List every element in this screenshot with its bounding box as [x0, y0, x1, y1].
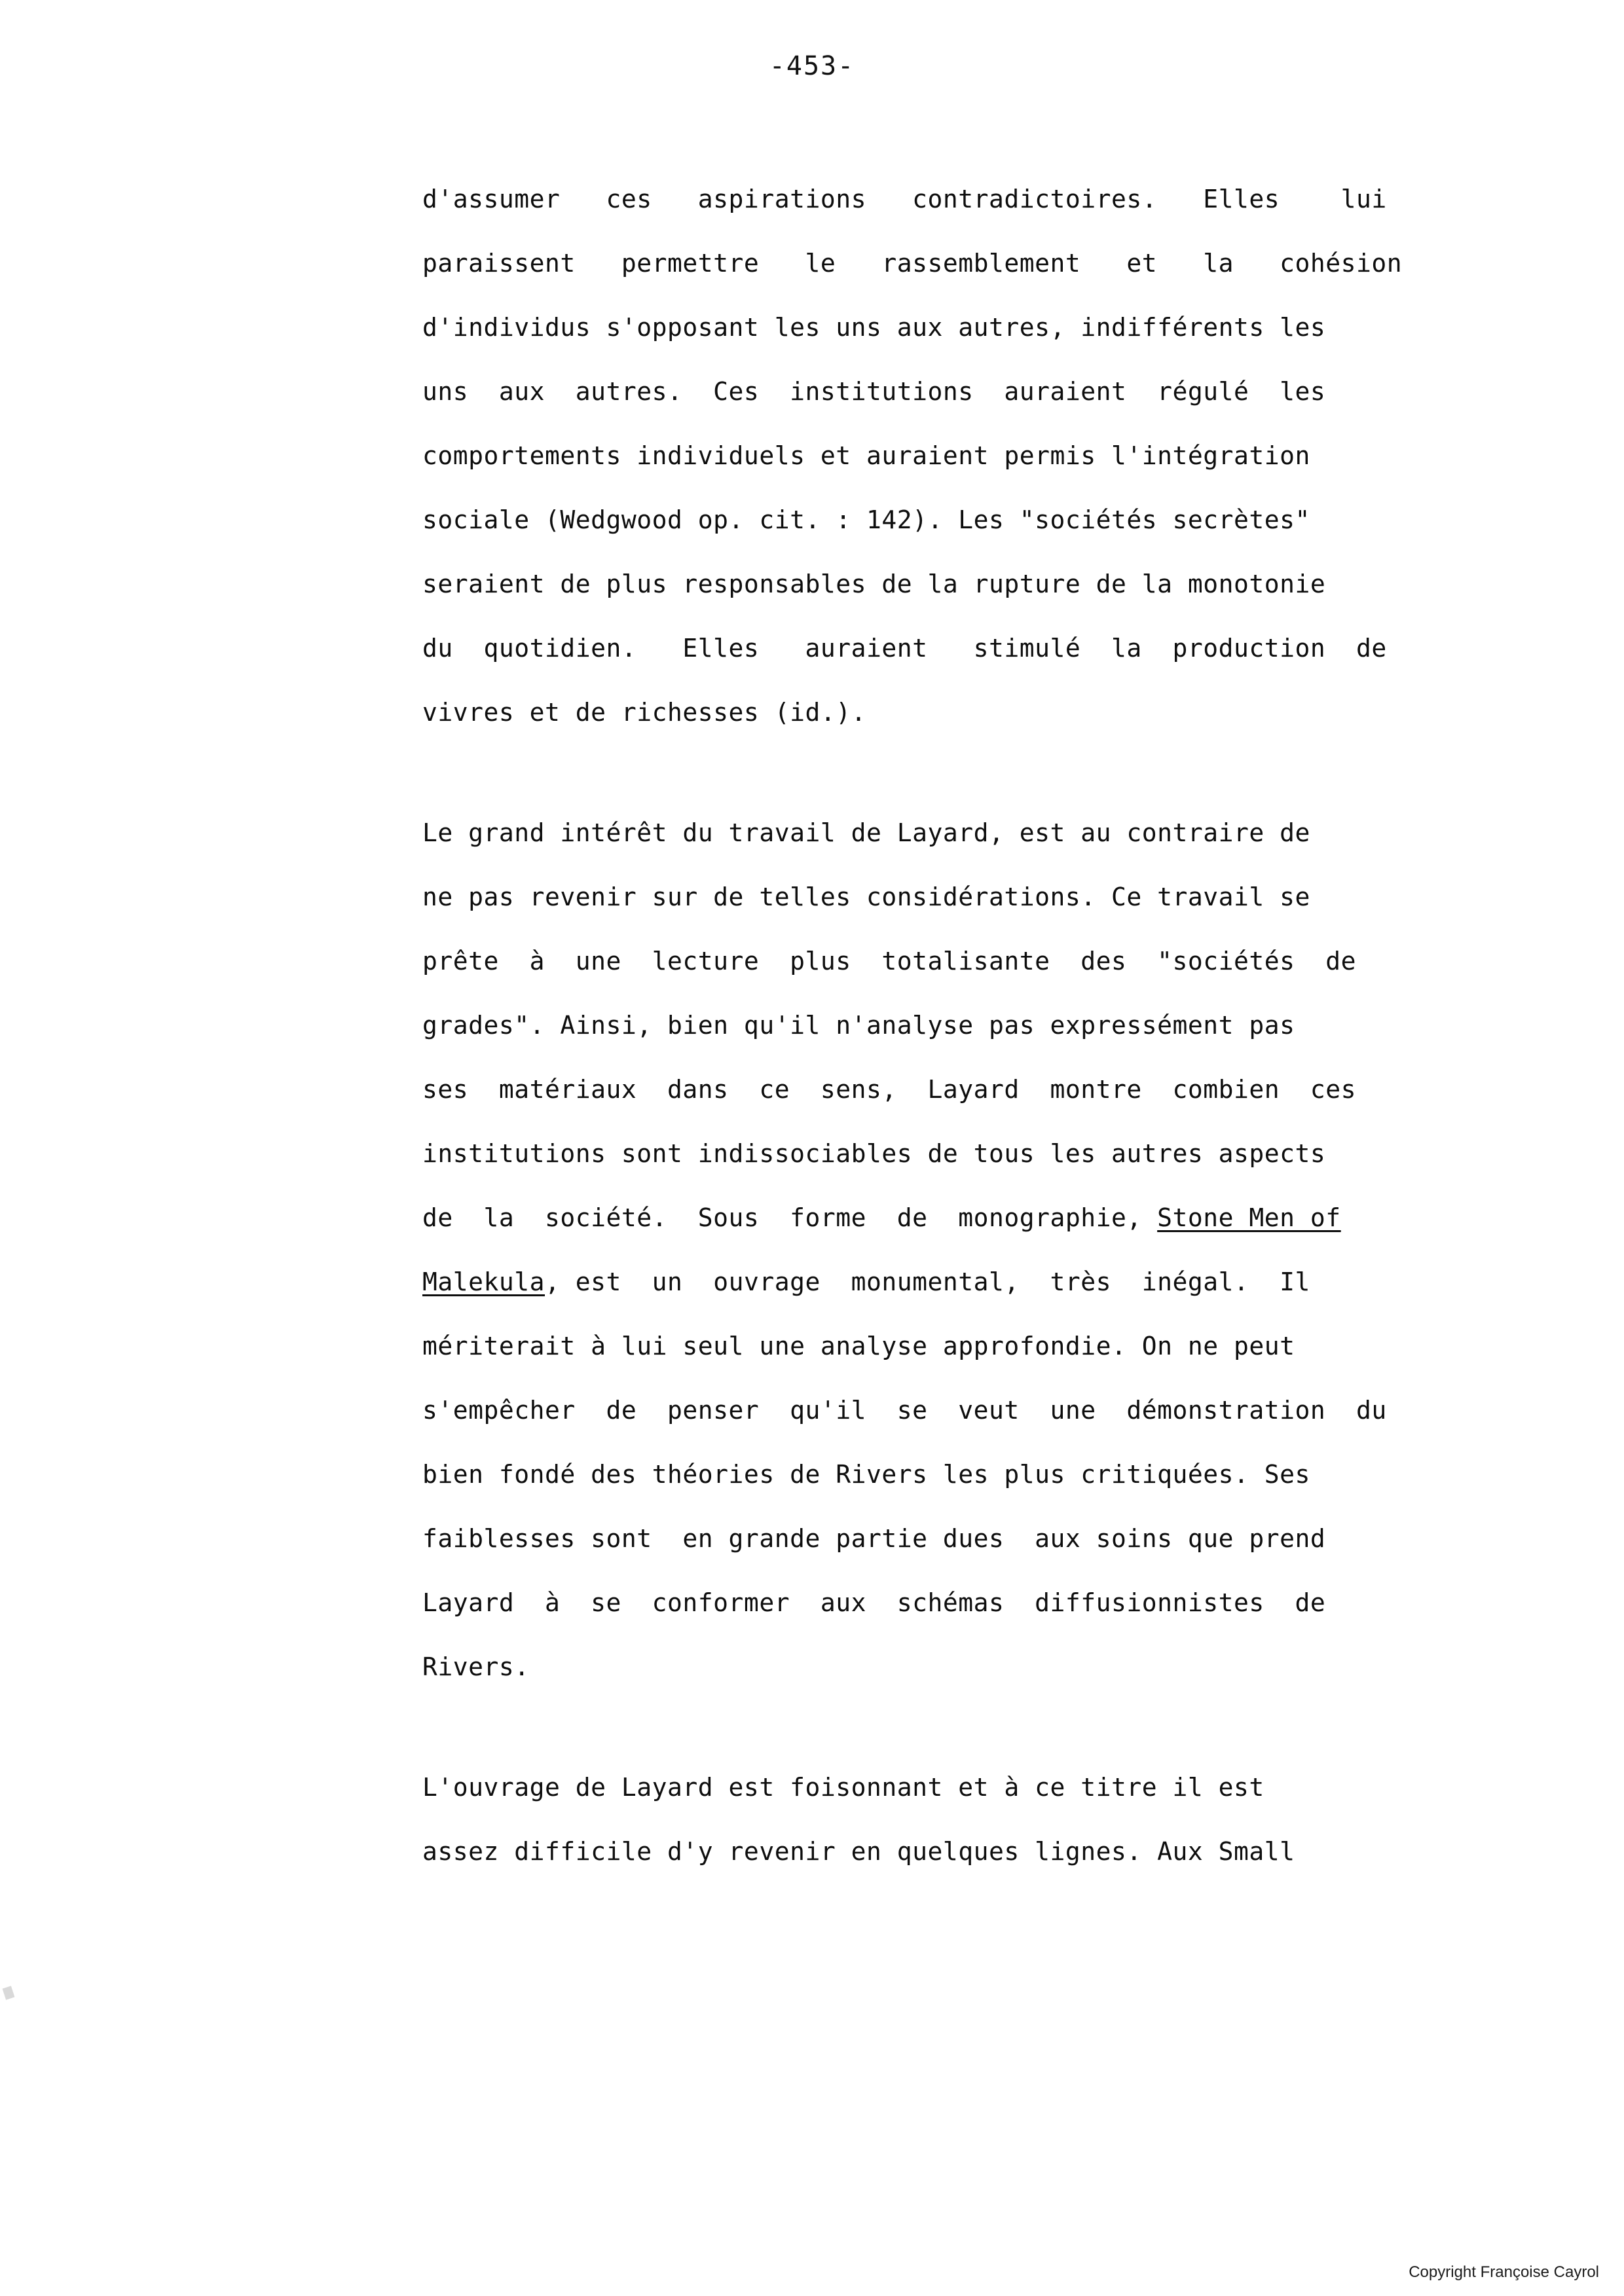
text-line: prête à une lecture plus totalisante des "sociétés de — [422, 947, 1357, 975]
text-line: uns aux autres. Ces institutions auraient régulé les — [422, 377, 1326, 406]
text-line: paraissent permettre le rassemblement et la cohésion — [422, 249, 1403, 278]
book-title-underlined: Stone Men of — [1157, 1203, 1341, 1232]
paragraph-2 — [422, 801, 1595, 1699]
text-line: s'empêcher de penser qu'il se veut une démonstration du — [422, 1396, 1387, 1425]
text-line: grades". Ainsi, bien qu'il n'analyse pas expressément pas — [422, 1011, 1295, 1040]
page-number: -453- — [769, 51, 855, 81]
text-line: seraient de plus responsables de la rupture de la monotonie — [422, 570, 1326, 598]
text-line: comportements individuels et auraient permis l'intégration — [422, 441, 1310, 470]
text-line: faiblesses sont en grande partie dues aux soins que prend — [422, 1524, 1326, 1553]
text-line-with-title — [422, 1250, 1595, 1314]
text-line: d'assumer ces aspirations contradictoires. Elles lui — [422, 185, 1387, 213]
text-line: assez difficile d'y revenir en quelques lignes. Aux Small — [422, 1837, 1295, 1866]
text-line: vivres et de richesses (id.). — [422, 698, 866, 727]
text-line: mériterait à lui seul une analyse approfondie. On ne peut — [422, 1332, 1295, 1360]
text-line: L'ouvrage de Layard est foisonnant et à ce titre il est — [422, 1773, 1264, 1802]
page-edge-mark — [3, 1986, 15, 1999]
line-text: de la société. Sous forme de monographie, — [422, 1203, 1158, 1232]
paragraph-3 — [422, 1755, 1595, 1884]
text-line: ne pas revenir sur de telles considérations. Ce travail se — [422, 883, 1310, 911]
document-body — [422, 167, 1595, 1884]
text-line: ses matériaux dans ce sens, Layard montre combien ces — [422, 1075, 1357, 1104]
line-text: , est un ouvrage monumental, très inégal. Il — [545, 1267, 1310, 1296]
text-line: Layard à se conformer aux schémas diffusionnistes de — [422, 1588, 1326, 1617]
text-line-with-title — [422, 1186, 1595, 1250]
text-line: du quotidien. Elles auraient stimulé la production de — [422, 634, 1387, 663]
copyright-notice: Copyright Françoise Cayrol — [1409, 2263, 1599, 2281]
paragraph-1 — [422, 167, 1595, 744]
text-line: d'individus s'opposant les uns aux autres, indifférents les — [422, 313, 1326, 342]
text-line: Le grand intérêt du travail de Layard, est au contraire de — [422, 818, 1310, 847]
book-title-underlined: Malekula — [422, 1267, 545, 1296]
text-line: sociale (Wedgwood op. cit. : 142). Les "sociétés secrètes" — [422, 505, 1310, 534]
text-line: bien fondé des théories de Rivers les plus critiquées. Ses — [422, 1460, 1310, 1489]
text-line: Rivers. — [422, 1652, 530, 1681]
text-line: institutions sont indissociables de tous les autres aspects — [422, 1139, 1326, 1168]
